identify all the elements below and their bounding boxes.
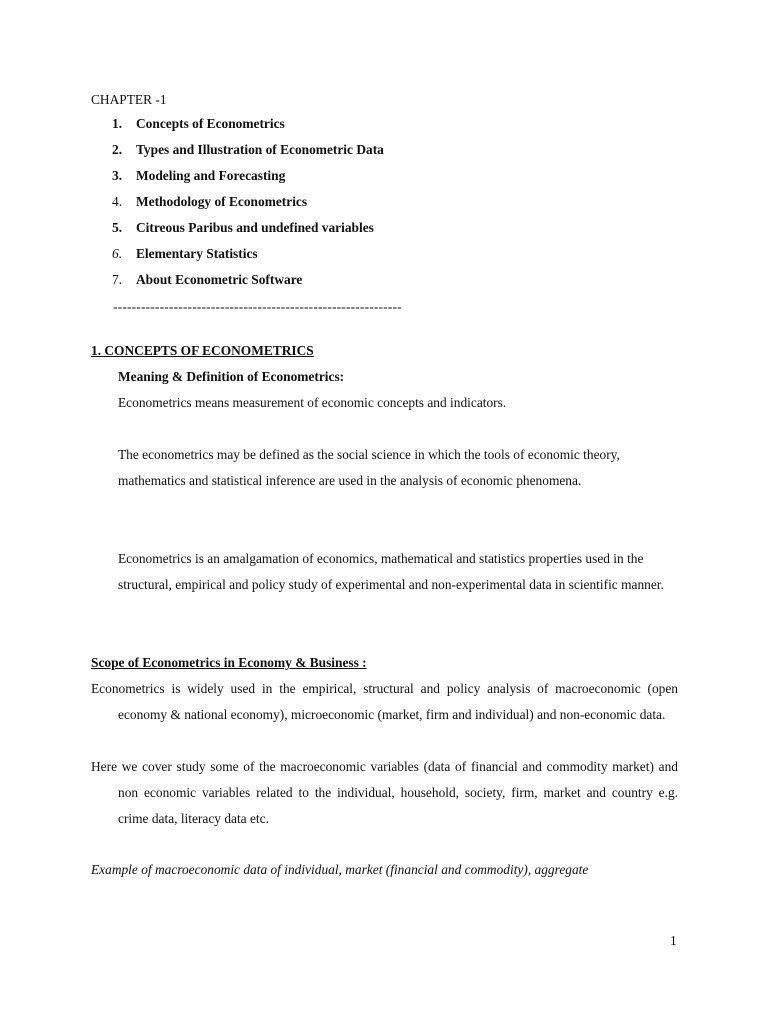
subheading: Meaning & Definition of Econometrics: [118,369,345,384]
toc-number: 1. [112,116,123,131]
example-caption: Example of macroeconomic data of individual, market (financial and commodity), aggregate [91,862,589,877]
toc-number: 4. [112,194,123,209]
toc-item [0,220,700,238]
toc-label: Modeling and Forecasting [136,168,286,183]
toc-number: 7. [112,272,123,287]
toc-item [0,194,700,212]
toc-number: 6. [112,246,123,261]
toc-item [0,246,700,264]
toc-item [0,142,700,160]
paragraph: Econometrics means measurement of economic concepts and indicators. [118,395,507,410]
toc-number: 2. [112,142,123,157]
toc-label: Elementary Statistics [136,246,258,261]
toc-number: 5. [112,220,123,235]
scope-heading: Scope of Econometrics in Economy & Business : [91,655,367,670]
paragraph: Econometrics is widely used in the empirical, structural and policy analysis of macroeconomic (open economy & national economy), microeconomic (market, firm and individual) and non-economic data. [91,681,678,722]
section-heading: 1. CONCEPTS OF ECONOMETRICS [91,343,314,358]
paragraph: The econometrics may be defined as the social science in which the tools of economic theory, mathematics and statistical inference are used in the analysis of economic phenomena. [118,447,620,488]
page-number: 1 [670,933,677,948]
toc-label: About Econometric Software [136,272,303,287]
toc-label: Concepts of Econometrics [136,116,285,131]
toc-item [0,168,700,186]
toc-label: Methodology of Econometrics [136,194,308,209]
paragraph: Here we cover study some of the macroeconomic variables (data of financial and commodity market) and non economic variables related to the individual, household, society, firm, market and country e.g. crime data, literacy data etc. [91,759,678,826]
toc-item [0,116,700,134]
chapter-title: CHAPTER -1 [91,92,167,107]
toc-number: 3. [112,168,123,183]
toc-label: Citreous Paribus and undefined variables [136,220,374,235]
toc-item [0,272,700,290]
paragraph: Econometrics is an amalgamation of economics, mathematical and statistics properties used in the structural, empirical and policy study of experimental and non-experimental data in scientific manner. [118,551,664,592]
divider-line: -------------------------------------------------------------- [113,299,402,314]
toc-label: Types and Illustration of Econometric Data [136,142,384,157]
